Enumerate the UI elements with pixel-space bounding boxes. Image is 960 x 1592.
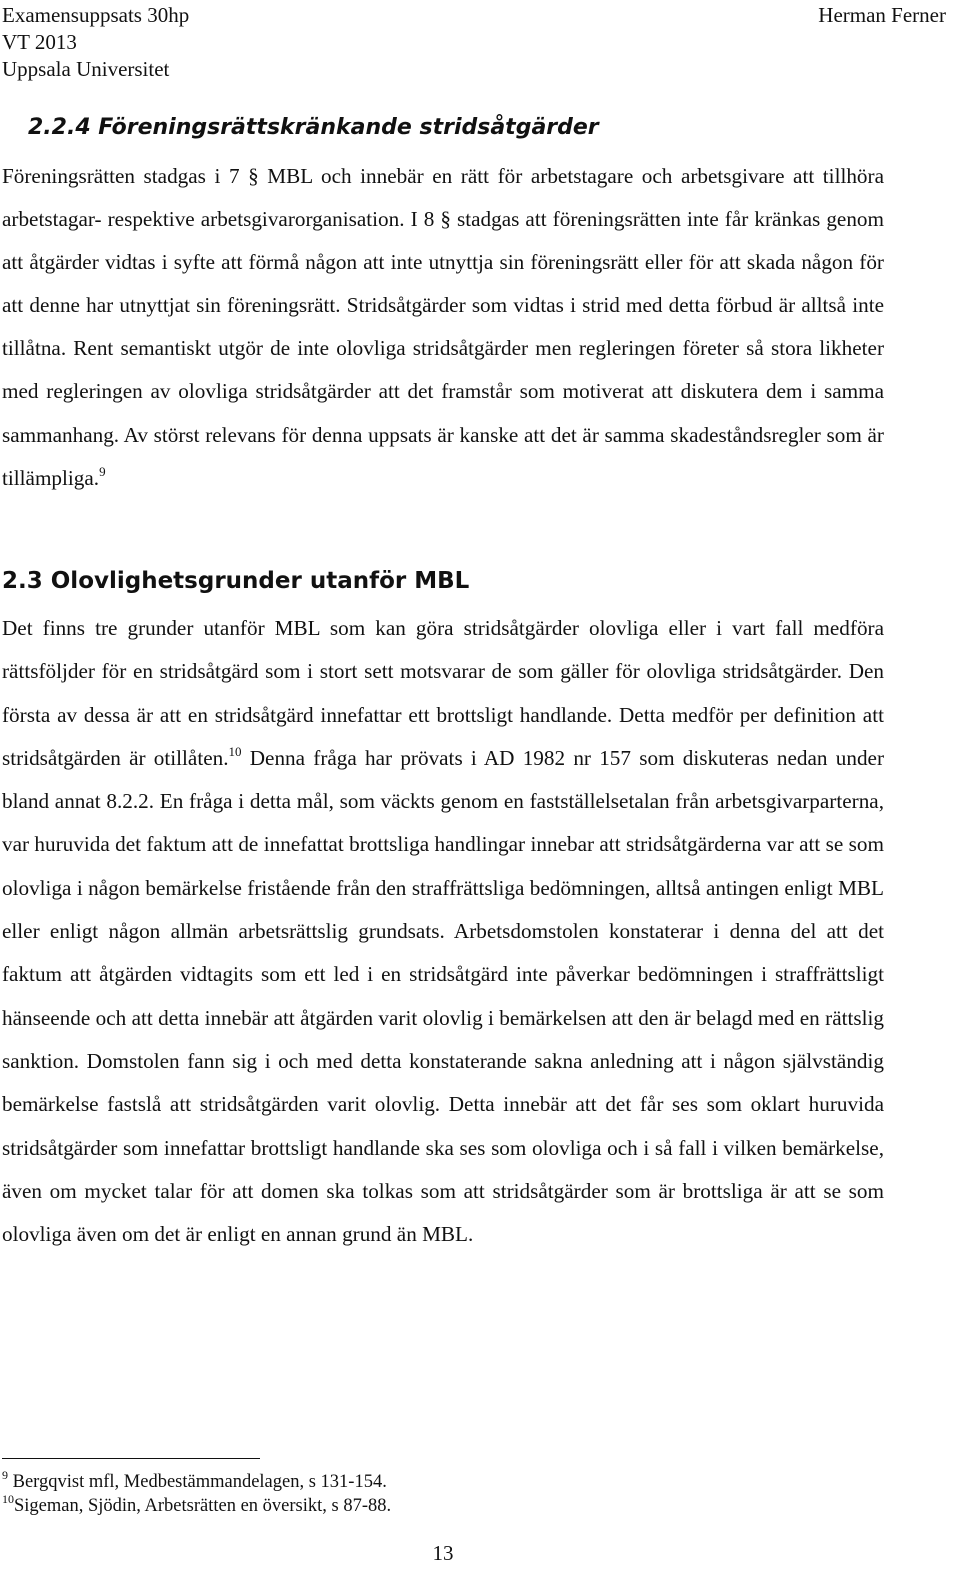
footnote-text: Bergqvist mfl, Medbestämmandelagen, s 131-154. [12,1472,387,1492]
header-course: Examensuppsats 30hp [2,3,190,27]
paragraph-text: Föreningsrätten stadgas i 7 § MBL och innebär en rätt för arbetstagare och arbetsgivare att tillhöra arbetstagar- respektive arbetsgivarorganisation. I 8 § stadgas att föreningsrätten inte får kränkas genom att åtgärder vidtas i syfte att förmå någon att inte utnyttja sin föreningsrätt eller för att skada någon för att denne har utnyttjat sin föreningsrätt. Stridsåtgärder som vidtas i strid med detta förbud är alltså inte tillåtna. Rent semantiskt utgör de inte olovliga stridsåtgärder men regleringen företer så stora likheter med regleringen av olovliga stridsåtgärder att det framstår som motiverat att diskutera dem i samma sammanhang. Av störst relevans för denna uppsats är kanske att det är samma skadeståndsregler som är tillämpliga. [2,164,884,490]
footnote-marker-10[interactable]: 10 [228,743,242,759]
section-heading-23: 2.3 Olovlighetsgrunder utanför MBL [2,568,470,594]
subsection-heading-224: 2.2.4 Föreningsrättskränkande stridsåtgärder [28,115,599,140]
paragraph-olovlighetsgrunder [2,607,884,1256]
footnote-9 [2,1470,387,1494]
footnote-number: 9 [2,1468,8,1482]
paragraph-text-part1: Det finns tre grunder utanför MBL som kan göra stridsåtgärder olovliga eller i vart fall medföra rättsföljder för en stridsåtgärd som i stort sett motsvarar de som gäller för olovliga stridsåtgärder. Den första av dessa är att en stridsåtgärd innefattar ett brottsligt handlande. Detta medför per definition att stridsåtgärden är otillåten. [2,616,884,770]
page-number: 13 [432,1541,454,1565]
paragraph-foreningsratt [2,155,884,500]
header-author: Herman Ferner [818,3,946,27]
footnote-separator [2,1458,260,1459]
footnote-10 [2,1494,391,1518]
header-term: VT 2013 [2,30,77,54]
footnote-number: 10 [2,1492,14,1506]
footnote-text: Sigeman, Sjödin, Arbetsrätten en översikt, s 87-88. [14,1496,392,1516]
paragraph-text-part2: Denna fråga har prövats i AD 1982 nr 157 som diskuteras nedan under bland annat 8.2.2. En fråga i detta mål, som väckts genom en fastställelsetalan från arbetsgivarparterna, var huruvida det faktum att de innefattat brottsliga handlingar innebar att stridsåtgärderna var att se som olovliga i någon bemärkelse fristående från den straffrättsliga bedömningen, alltså antingen enligt MBL eller enligt någon allmän arbetsrättslig grundsats. Arbetsdomstolen konstaterar i denna del att det faktum att åtgärden vidtagits som ett led i en stridsåtgärd inte påverkar bedömningen i straffrättsligt hänseende och att detta innebär att åtgärden varit olovlig i bemärkelsen att den är belagd med en rättslig sanktion. Domstolen fann sig i och med detta konstaterande sakna anledning att i någon självständig bemärkelse fastslå att stridsåtgärden varit olovlig. Detta innebär att det får ses som oklart huruvida stridsåtgärder som innefattar brottsligt handlande ska ses som olovliga och i så fall i vilken bemärkelse, även om mycket talar för att domen ska tolkas som att stridsåtgärder som är brottsliga är att se som olovliga även om det är enligt en annan grund än MBL. [2,745,884,1247]
footnote-marker-9[interactable]: 9 [99,463,106,479]
header-university: Uppsala Universitet [2,57,170,81]
running-header-left [2,2,189,83]
